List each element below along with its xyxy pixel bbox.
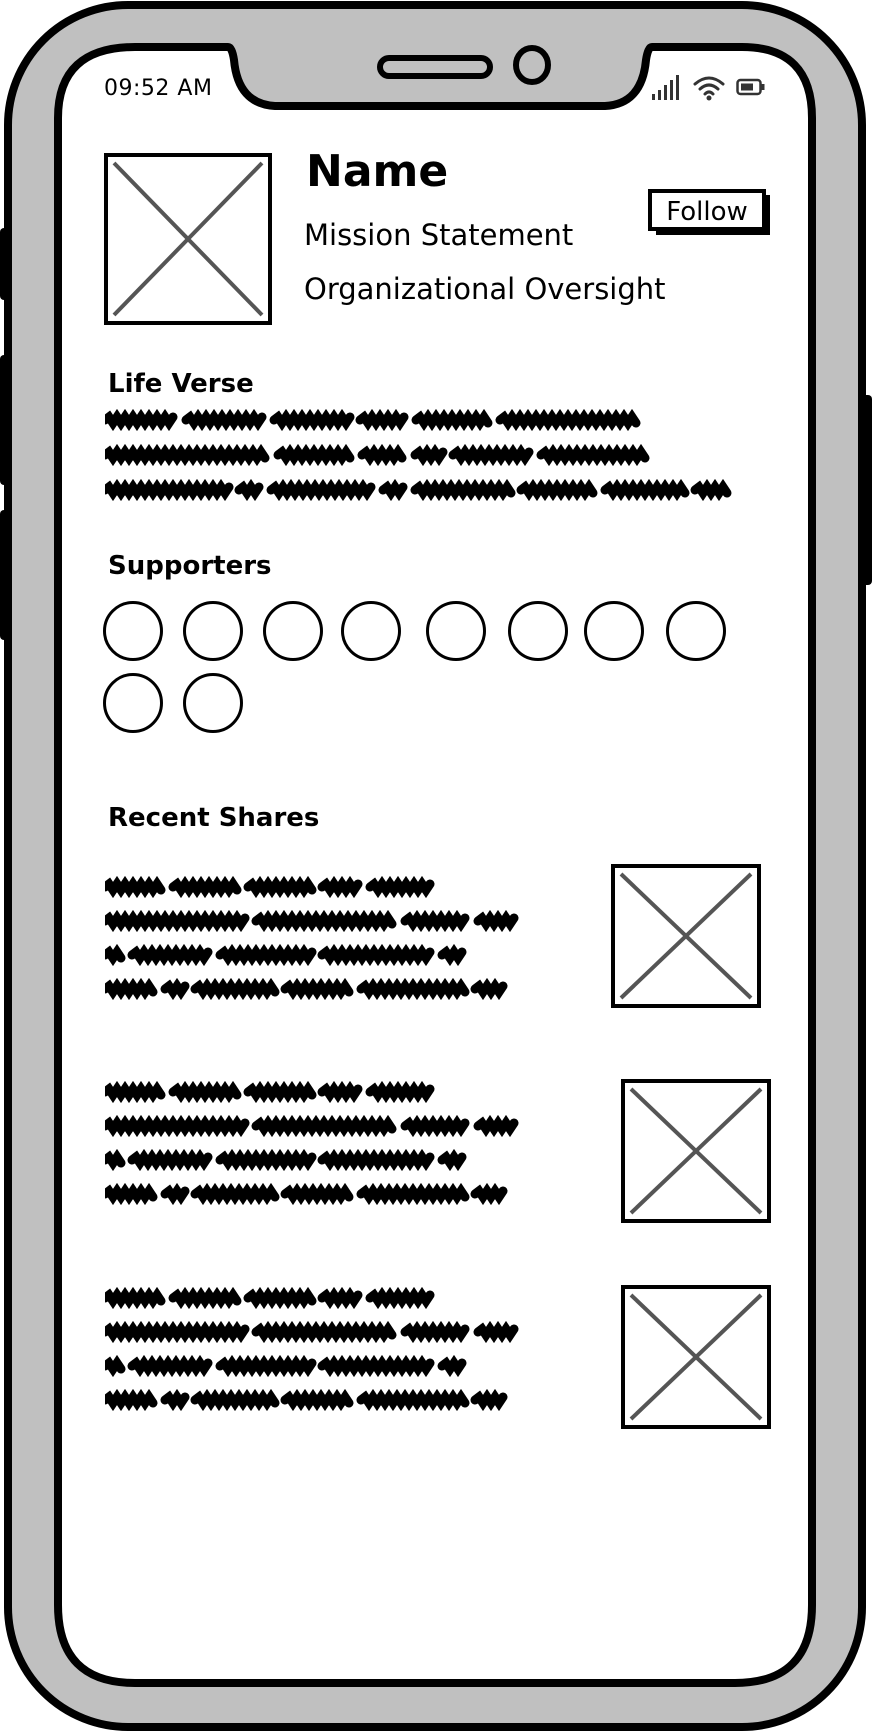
share-thumbnail[interactable] (611, 864, 761, 1008)
life-verse-title: Life Verse (108, 369, 254, 399)
follow-button[interactable] (648, 189, 772, 237)
avatar (104, 153, 272, 325)
share-thumbnail[interactable] (621, 1285, 771, 1429)
supporter-avatar[interactable] (183, 673, 243, 733)
supporter-avatar[interactable] (341, 601, 401, 661)
supporter-avatar[interactable] (666, 601, 726, 661)
recent-shares-title: Recent Shares (108, 803, 320, 833)
signal-icon (650, 74, 682, 102)
supporter-avatar[interactable] (183, 601, 243, 661)
supporter-avatar[interactable] (508, 601, 568, 661)
profile-name: Name (306, 146, 449, 197)
follow-label: Follow (666, 197, 748, 227)
mission-statement: Mission Statement (304, 218, 574, 252)
wifi-icon (692, 74, 726, 102)
battery-icon (736, 78, 766, 96)
share-text (105, 1286, 585, 1416)
supporter-avatar[interactable] (426, 601, 486, 661)
supporters-title: Supporters (108, 551, 272, 581)
status-time: 09:52 AM (104, 76, 213, 101)
life-verse-text (105, 408, 745, 504)
share-thumbnail[interactable] (621, 1079, 771, 1223)
supporter-avatar[interactable] (584, 601, 644, 661)
share-text (105, 875, 585, 1005)
supporter-avatar[interactable] (103, 673, 163, 733)
supporter-avatar[interactable] (263, 601, 323, 661)
share-text (105, 1080, 585, 1210)
organizational-oversight: Organizational Oversight (304, 272, 666, 306)
supporter-avatar[interactable] (103, 601, 163, 661)
